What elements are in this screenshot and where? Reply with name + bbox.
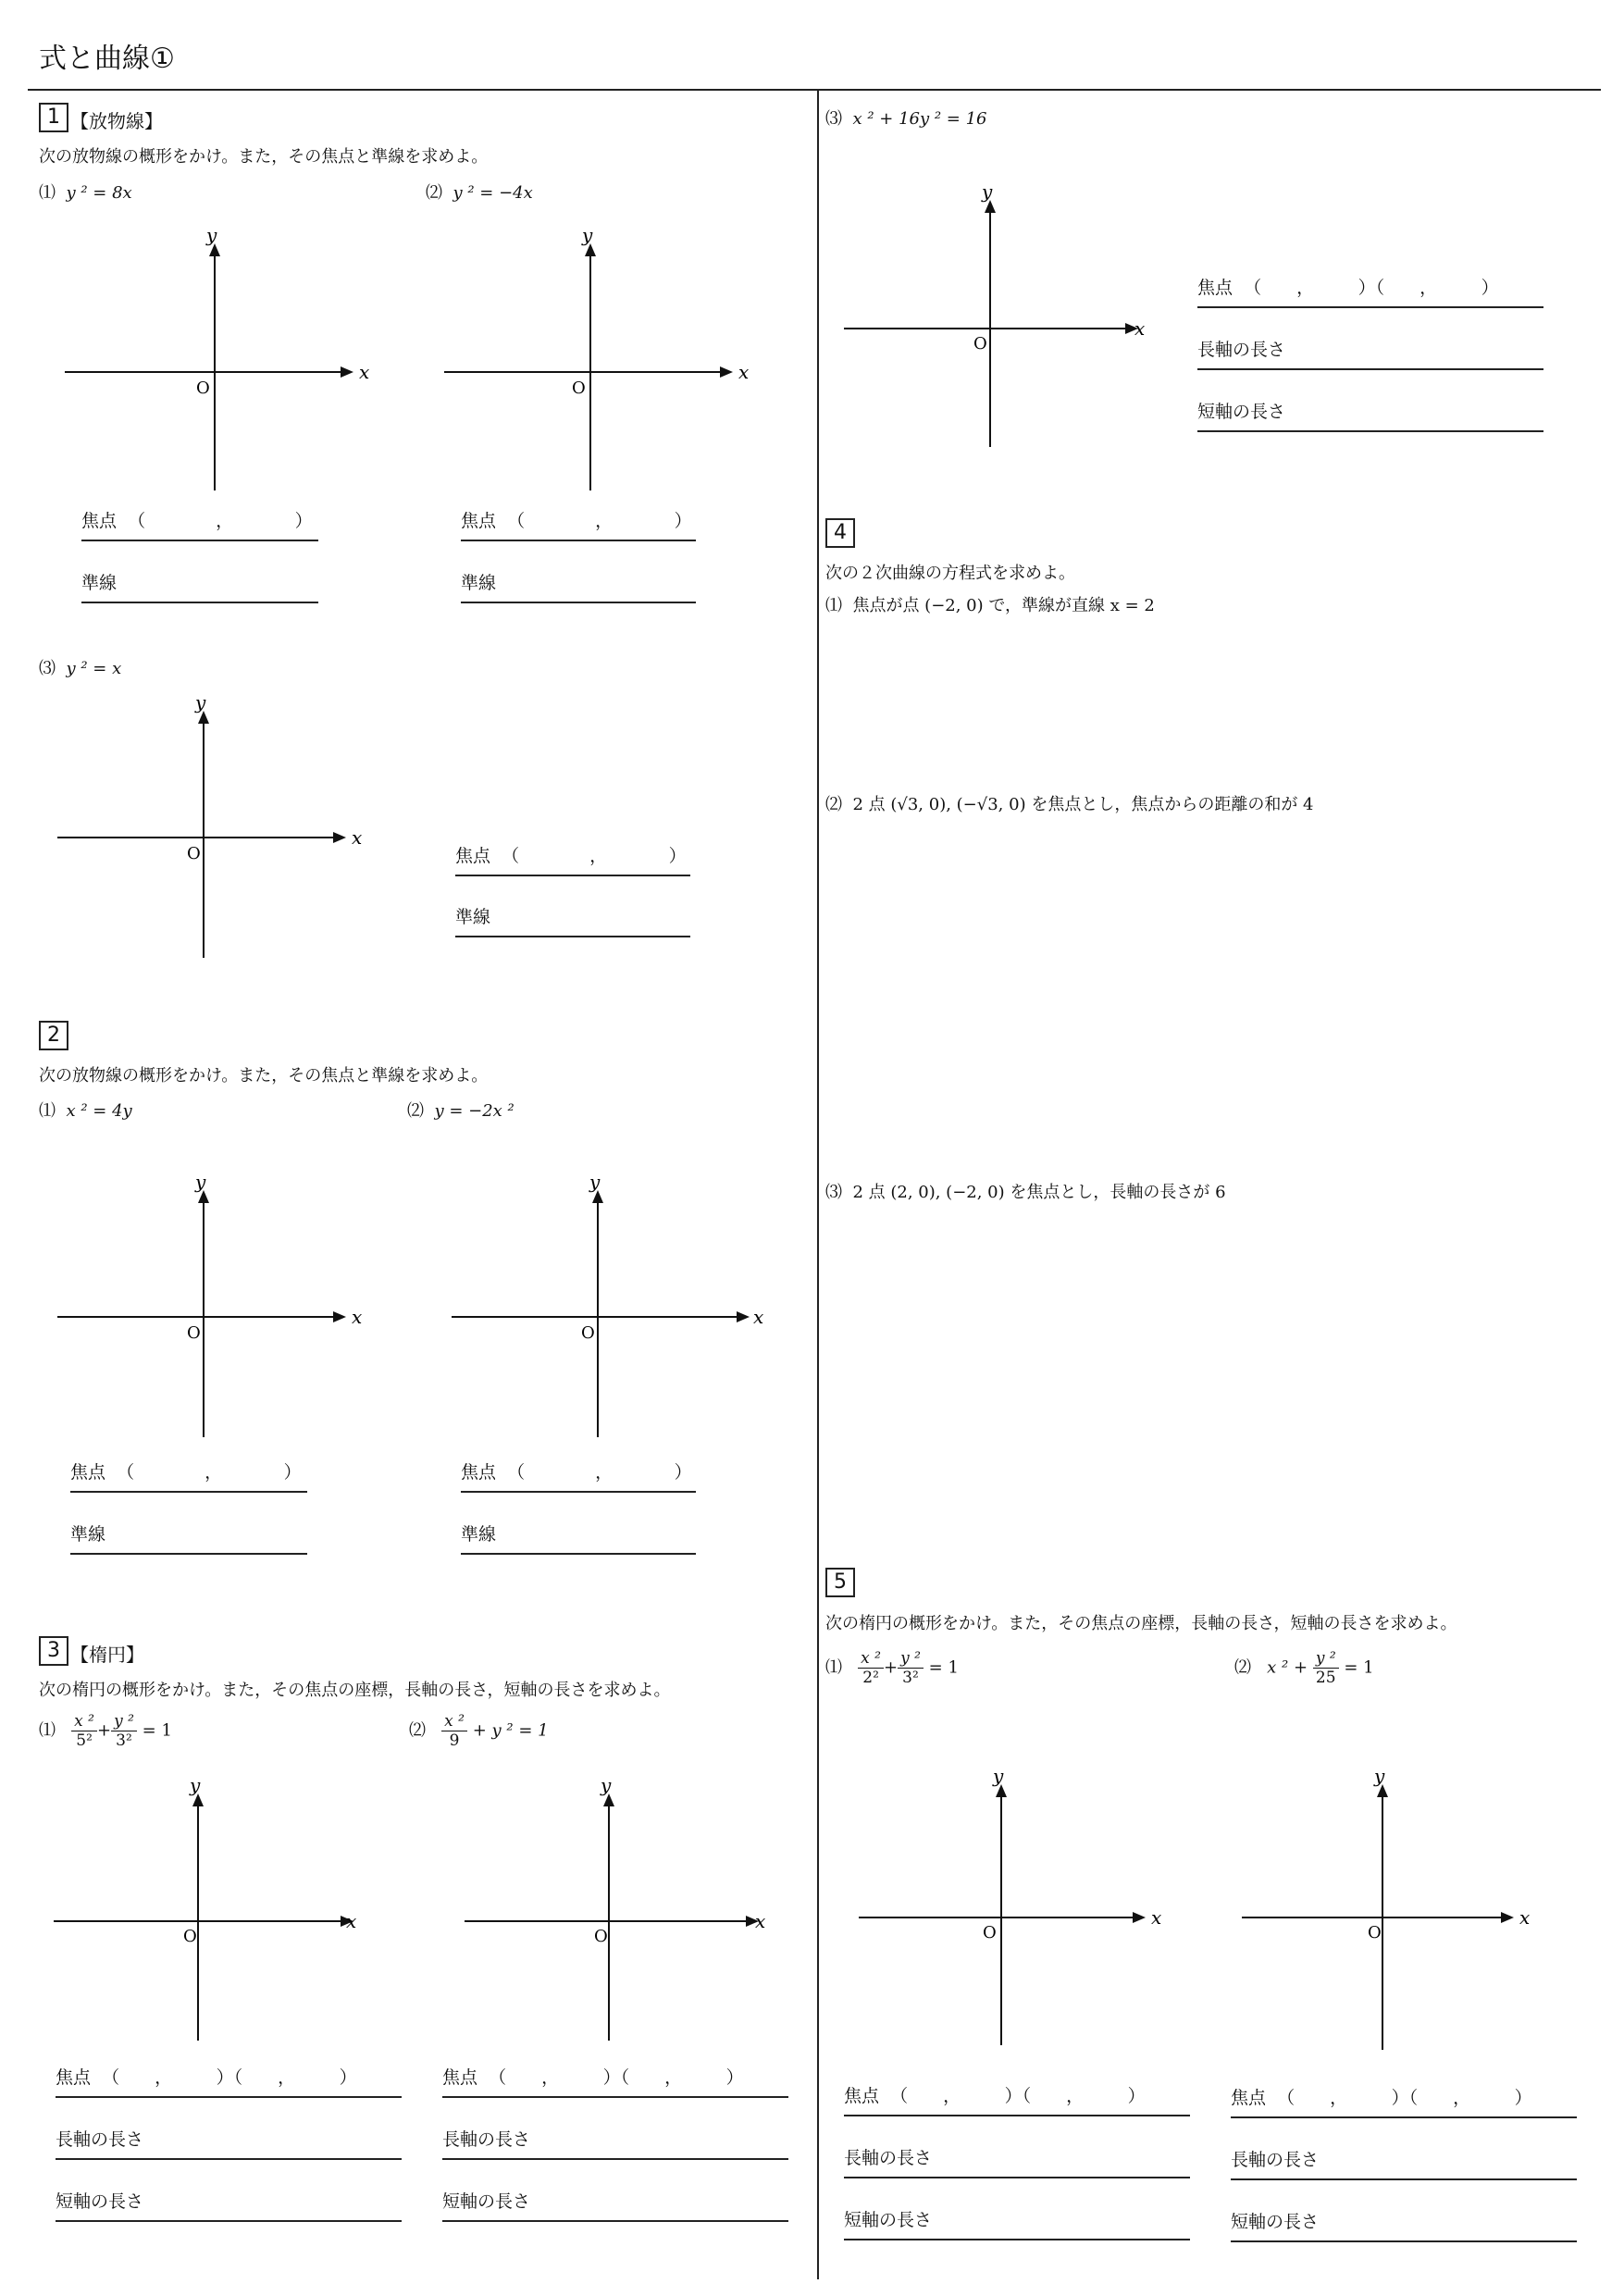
focus-blank: （ ， ） bbox=[117, 1462, 302, 1483]
section-2-instruction: 次の放物線の概形をかけ。また，その焦点と準線を求めよ。 bbox=[39, 1066, 489, 1086]
s1-q2-directrix-field[interactable] bbox=[461, 569, 696, 603]
s3-q2-rest: + y ² = 1 bbox=[472, 1720, 549, 1741]
minor-axis-label: 短軸の長さ bbox=[1197, 402, 1286, 422]
s5-q2-major-axis-field[interactable] bbox=[1231, 2146, 1577, 2180]
s3-q1-minor-axis-field[interactable] bbox=[56, 2188, 402, 2222]
section-5-number: 5 bbox=[825, 1568, 855, 1597]
s3-q1-frac-y bbox=[111, 1712, 137, 1750]
y-axis-label: y bbox=[190, 1774, 201, 1796]
s1-q2-number: ⑵ bbox=[426, 183, 442, 203]
s3-q1-axes[interactable] bbox=[54, 1774, 368, 2045]
s3-q3-equation: x ² + 16y ² = 16 bbox=[852, 109, 987, 129]
s2-q2-focus-field[interactable] bbox=[461, 1458, 696, 1493]
focus-label: 焦点 bbox=[442, 2067, 478, 2088]
frac-denominator: 25 bbox=[1315, 1669, 1336, 1687]
s3-q2-minor-axis-field[interactable] bbox=[442, 2188, 788, 2222]
s3-q3-number: ⑶ bbox=[825, 109, 842, 129]
origin-label: O bbox=[1368, 1923, 1382, 1942]
x-axis-label: x bbox=[359, 361, 370, 383]
focus-label: 焦点 bbox=[70, 1462, 106, 1483]
y-axis-label: y bbox=[601, 1774, 612, 1796]
s1-q1-directrix-field[interactable] bbox=[81, 569, 318, 603]
focus-blank: （ ， ）（ ， ） bbox=[890, 2086, 1146, 2106]
s5-q1-minor-axis-field[interactable] bbox=[844, 2206, 1190, 2240]
minor-axis-label: 短軸の長さ bbox=[442, 2191, 531, 2212]
page-title: 式と曲線① bbox=[39, 43, 175, 75]
s4-q3-text: 2 点 (2, 0), (−2, 0) を焦点とし，長軸の長さが 6 bbox=[852, 1183, 1226, 1202]
s5-q1-frac-x bbox=[858, 1649, 884, 1687]
s5-q2-frac-y bbox=[1313, 1649, 1339, 1687]
s5-q1-major-axis-field[interactable] bbox=[844, 2144, 1190, 2178]
s1-q3-axes[interactable] bbox=[57, 691, 372, 962]
s3-q3 bbox=[825, 105, 987, 130]
s2-q1-equation: x ² = 4y bbox=[66, 1101, 132, 1121]
s3-q3-axes[interactable] bbox=[844, 180, 1159, 452]
x-axis-label: x bbox=[1519, 1906, 1531, 1929]
s5-q1-number: ⑴ bbox=[825, 1657, 842, 1678]
s5-q1-rest: = 1 bbox=[928, 1657, 959, 1678]
minor-axis-label: 短軸の長さ bbox=[1231, 2212, 1320, 2232]
s5-q2-number: ⑵ bbox=[1234, 1657, 1251, 1678]
s4-q1-number: ⑴ bbox=[825, 596, 842, 615]
s4-q2 bbox=[825, 791, 1314, 815]
frac-denominator: 5² bbox=[76, 1731, 93, 1750]
s5-q2-minor-axis-field[interactable] bbox=[1231, 2208, 1577, 2242]
minor-axis-label: 短軸の長さ bbox=[56, 2191, 144, 2212]
frac-numerator: x ² bbox=[71, 1712, 97, 1731]
major-axis-label: 長軸の長さ bbox=[1231, 2150, 1320, 2170]
section-3-header: 【楕円】 bbox=[70, 1644, 144, 1666]
s3-q3-major-axis-field[interactable] bbox=[1197, 336, 1543, 370]
section-3-instruction: 次の楕円の概形をかけ。また，その焦点の座標，長軸の長さ，短軸の長さを求めよ。 bbox=[39, 1681, 671, 1700]
s2-q1 bbox=[39, 1098, 132, 1122]
s1-q2-focus-field[interactable] bbox=[461, 507, 696, 541]
origin-label: O bbox=[973, 334, 987, 354]
x-axis-label: x bbox=[753, 1306, 764, 1328]
x-axis-label: x bbox=[346, 1910, 357, 1932]
header-divider bbox=[28, 89, 1601, 91]
s5-q2 bbox=[1234, 1649, 1374, 1687]
s1-q2-equation: y ² = −4x bbox=[452, 183, 533, 203]
s5-q1-frac-y bbox=[898, 1649, 924, 1687]
focus-label: 焦点 bbox=[81, 511, 118, 531]
s3-q3-focus-field[interactable] bbox=[1197, 274, 1543, 308]
directrix-label: 準線 bbox=[70, 1524, 106, 1545]
section-2-number: 2 bbox=[39, 1021, 68, 1050]
focus-blank: （ ， ） bbox=[507, 1462, 692, 1483]
focus-label: 焦点 bbox=[56, 2067, 92, 2088]
major-axis-label: 長軸の長さ bbox=[1197, 340, 1286, 360]
y-axis-label: y bbox=[195, 691, 206, 714]
s1-q1-axes[interactable] bbox=[65, 224, 379, 495]
section-1-instruction: 次の放物線の概形をかけ。また，その焦点と準線を求めよ。 bbox=[39, 147, 489, 167]
s3-q1: ⑴ $\frac{\text{x ²}}{\text{5²}}$ + $\frac{\text{y ²}}{\text{3²}}$ = 1 bbox=[39, 1712, 172, 1750]
s5-q2-axes[interactable] bbox=[1242, 1765, 1556, 2054]
s3-q2 bbox=[409, 1712, 549, 1750]
major-axis-label: 長軸の長さ bbox=[844, 2148, 933, 2168]
focus-blank: （ ， ）（ ， ） bbox=[489, 2067, 744, 2088]
s1-q3 bbox=[39, 655, 121, 679]
s1-q1-focus-field[interactable] bbox=[81, 507, 318, 541]
s2-q2 bbox=[407, 1098, 514, 1122]
s1-q2-axes[interactable] bbox=[444, 224, 759, 495]
focus-label: 焦点 bbox=[455, 846, 491, 866]
origin-label: O bbox=[581, 1323, 595, 1343]
frac-numerator: y ² bbox=[1313, 1649, 1339, 1669]
section-5-instruction: 次の楕円の概形をかけ。また，その焦点の座標，長軸の長さ，短軸の長さを求めよ。 bbox=[825, 1614, 1457, 1633]
section-1-number: 1 bbox=[39, 103, 68, 132]
y-axis-label: y bbox=[206, 224, 217, 246]
s3-q2-number: ⑵ bbox=[409, 1720, 426, 1741]
section-4-number: 4 bbox=[825, 518, 855, 548]
s1-q1-number: ⑴ bbox=[39, 183, 56, 203]
frac-denominator: 3² bbox=[902, 1669, 919, 1687]
focus-blank: （ ， ） bbox=[507, 511, 692, 531]
frac-numerator: y ² bbox=[898, 1649, 924, 1669]
s4-q1 bbox=[825, 592, 1155, 616]
focus-blank: （ ， ）（ ， ） bbox=[1244, 278, 1499, 298]
y-axis-label: y bbox=[1374, 1765, 1385, 1787]
s2-q1-axes[interactable] bbox=[57, 1173, 372, 1442]
origin-label: O bbox=[196, 379, 210, 398]
x-axis-label: x bbox=[352, 1306, 363, 1328]
y-axis-label: y bbox=[993, 1765, 1004, 1787]
frac-denominator: 9 bbox=[449, 1731, 460, 1750]
s1-q1-equation: y ² = 8x bbox=[66, 183, 132, 203]
frac-numerator: x ² bbox=[441, 1712, 467, 1731]
origin-label: O bbox=[187, 1323, 201, 1343]
s5-q1-axes[interactable] bbox=[859, 1765, 1173, 2054]
directrix-label: 準線 bbox=[461, 573, 497, 593]
s1-q1 bbox=[39, 180, 132, 204]
s4-q3 bbox=[825, 1179, 1226, 1203]
s3-q1-major-axis-field[interactable] bbox=[56, 2126, 402, 2160]
section-1-header: 【放物線】 bbox=[70, 110, 163, 132]
column-divider bbox=[817, 91, 819, 2279]
y-axis-label: y bbox=[195, 1171, 206, 1193]
frac-denominator: 3² bbox=[116, 1731, 132, 1750]
origin-label: O bbox=[183, 1927, 197, 1946]
frac-denominator: 2² bbox=[862, 1669, 879, 1687]
frac-numerator: y ² bbox=[111, 1712, 137, 1731]
focus-blank: （ ， ）（ ， ） bbox=[1277, 2088, 1532, 2108]
focus-label: 焦点 bbox=[844, 2086, 880, 2106]
origin-label: O bbox=[594, 1927, 608, 1946]
x-axis-label: x bbox=[352, 826, 363, 849]
section-4-instruction: 次の２次曲線の方程式を求めよ。 bbox=[825, 564, 1075, 583]
minor-axis-label: 短軸の長さ bbox=[844, 2210, 933, 2230]
s4-q2-text: 2 点 (√3, 0), (−√3, 0) を焦点とし，焦点からの距離の和が 4 bbox=[852, 795, 1314, 814]
x-axis-label: x bbox=[738, 361, 750, 383]
directrix-label: 準線 bbox=[455, 907, 491, 927]
origin-label: O bbox=[983, 1923, 997, 1942]
s2-q2-axes[interactable] bbox=[452, 1173, 766, 1442]
origin-label: O bbox=[572, 379, 586, 398]
focus-blank: （ ， ） bbox=[502, 846, 687, 866]
s2-q2-directrix-field[interactable] bbox=[461, 1520, 696, 1555]
focus-blank: （ ， ）（ ， ） bbox=[102, 2067, 357, 2088]
s3-q1-frac-x bbox=[71, 1712, 97, 1750]
s2-q2-number: ⑵ bbox=[407, 1101, 424, 1121]
directrix-label: 準線 bbox=[81, 573, 118, 593]
directrix-label: 準線 bbox=[461, 1524, 497, 1545]
s4-q1-text: 焦点が点 (−2, 0) で，準線が直線 x = 2 bbox=[852, 596, 1155, 615]
s1-q2 bbox=[426, 180, 533, 204]
focus-label: 焦点 bbox=[461, 1462, 497, 1483]
major-axis-label: 長軸の長さ bbox=[442, 2129, 531, 2150]
s3-q1-rest: = 1 bbox=[142, 1720, 172, 1741]
x-axis-label: x bbox=[1151, 1906, 1162, 1929]
s3-q2-focus-field[interactable] bbox=[442, 2064, 788, 2098]
s5-q2-rest: = 1 bbox=[1344, 1657, 1374, 1678]
s3-q2-frac-x bbox=[441, 1712, 467, 1750]
s3-q3-minor-axis-field[interactable] bbox=[1197, 398, 1543, 432]
s3-q2-major-axis-field[interactable] bbox=[442, 2126, 788, 2160]
focus-label: 焦点 bbox=[461, 511, 497, 531]
x-axis-label: x bbox=[1134, 317, 1146, 340]
section-3-number: 3 bbox=[39, 1636, 68, 1666]
s3-q1-focus-field[interactable] bbox=[56, 2064, 402, 2098]
s1-q3-directrix-field[interactable] bbox=[455, 903, 690, 937]
s4-q3-number: ⑶ bbox=[825, 1183, 842, 1202]
s4-q2-number: ⑵ bbox=[825, 795, 842, 814]
focus-label: 焦点 bbox=[1197, 278, 1233, 298]
y-axis-label: y bbox=[589, 1171, 601, 1193]
s1-q3-equation: y ² = x bbox=[66, 659, 122, 678]
s2-q1-directrix-field[interactable] bbox=[70, 1520, 307, 1555]
s3-q2-axes[interactable] bbox=[465, 1774, 779, 2045]
major-axis-label: 長軸の長さ bbox=[56, 2129, 144, 2150]
y-axis-label: y bbox=[982, 180, 993, 203]
s2-q1-number: ⑴ bbox=[39, 1101, 56, 1121]
s5-q1: ⑴ $\frac{\text{x ²}}{\text{2²}}$ + $\frac{\text{y ²}}{\text{3²}}$ = 1 bbox=[825, 1649, 959, 1687]
s1-q3-focus-field[interactable] bbox=[455, 842, 690, 876]
origin-label: O bbox=[187, 844, 201, 863]
s2-q1-focus-field[interactable] bbox=[70, 1458, 307, 1493]
s5-q2-pre: x ² + bbox=[1267, 1657, 1308, 1678]
x-axis-label: x bbox=[755, 1910, 766, 1932]
s1-q3-number: ⑶ bbox=[39, 659, 56, 678]
y-axis-label: y bbox=[582, 224, 593, 246]
frac-numerator: x ² bbox=[858, 1649, 884, 1669]
focus-blank: （ ， ） bbox=[128, 511, 313, 531]
s3-q1-number: ⑴ bbox=[39, 1720, 56, 1741]
s2-q2-equation: y = −2x ² bbox=[434, 1101, 514, 1121]
s5-q1-focus-field[interactable] bbox=[844, 2082, 1190, 2116]
focus-label: 焦点 bbox=[1231, 2088, 1267, 2108]
s5-q2-focus-field[interactable] bbox=[1231, 2084, 1577, 2118]
